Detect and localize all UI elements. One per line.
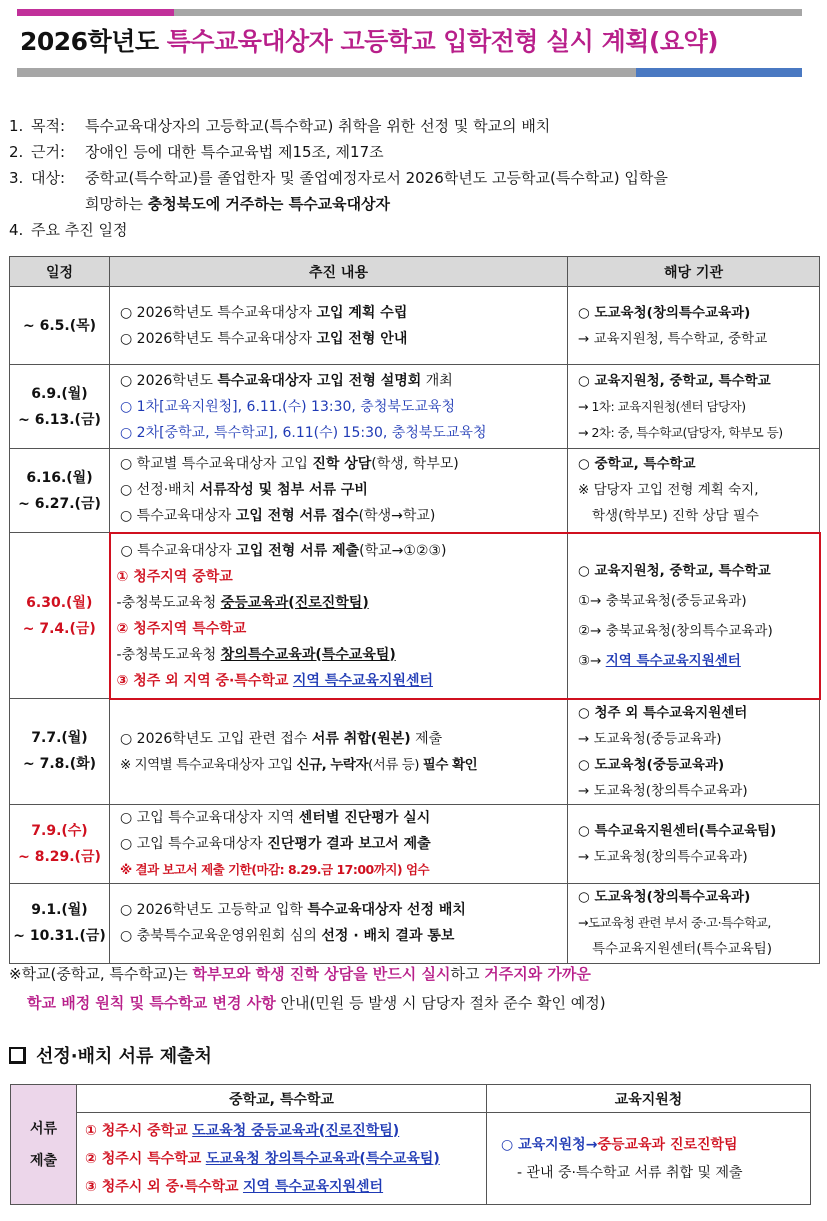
intro-label: 목적:: [31, 117, 66, 135]
intro-num: 1.: [9, 117, 24, 135]
intro-text: 특수교육대상자의 고등학교(특수학교) 취학을 위한 선정 및 학교의 배치: [85, 117, 551, 135]
schedule-row: [10, 699, 820, 805]
submission-schools: [77, 1113, 487, 1205]
intro-num: 4.: [9, 221, 24, 239]
schedule-org: [568, 804, 820, 883]
col-header-date: 일정: [10, 257, 110, 287]
text: ○ 특수교육대상자: [120, 542, 232, 559]
org-text: ○ 도교육청(창의특수교육과): [578, 304, 751, 321]
org-text: → 도교육청(창의특수교육과): [578, 782, 748, 799]
submission-side-label: [11, 1085, 77, 1205]
side-text: 제출: [29, 1152, 58, 1169]
schedule-date: [10, 533, 110, 699]
date-text: 6.30.(월): [26, 594, 93, 611]
intro-section: [9, 113, 819, 243]
text: ○ 2026학년도 고입 관련 접수: [120, 730, 308, 747]
col-header-office: 교육지원청: [487, 1085, 811, 1113]
text: ○ 특수교육대상자: [120, 508, 232, 525]
text-bold: 필수 확인: [422, 756, 478, 773]
text-red: 중등교육과 진로진학팀: [597, 1136, 738, 1153]
text-red: ① 청주지역 중학교: [116, 568, 233, 585]
text: ○ 2026학년도 특수교육대상자: [120, 330, 312, 347]
text-blue: ○ 교육지원청→: [501, 1136, 598, 1153]
org-text: 학생(학부모) 진학 상담 필수: [592, 508, 759, 525]
date-text: ~ 6.27.(금): [18, 495, 101, 512]
note-text: ※학교(중학교, 특수학교)는: [9, 965, 188, 983]
text-blue: ○ 1차[교육지원청], 6.11.(수) 13:30, 충청북도교육청: [120, 398, 455, 415]
org-text: → 도교육청(중등교육과): [578, 730, 722, 747]
text: 제출: [415, 730, 443, 747]
org-text: ○ 교육지원청, 중학교, 특수학교: [578, 372, 771, 389]
text-blue: ○ 2차[중학교, 특수학교], 6.11(수) 15:30, 충청북도교육청: [120, 424, 487, 441]
org-text: ①→ 충북교육청(중등교육과): [578, 592, 747, 609]
text: ○ 선정·배치: [120, 482, 196, 499]
org-text: ○ 청주 외 특수교육지원센터: [578, 704, 748, 721]
col-header-content: 추진 내용: [110, 257, 568, 287]
text: 개최: [425, 372, 453, 389]
text: -충청북도교육청: [116, 594, 217, 611]
org-text: 특수교육지원센터(특수교육팀): [592, 941, 773, 957]
submission-header-row: [11, 1085, 811, 1113]
schedule-content: [110, 804, 568, 883]
org-text: ○ 중학교, 특수학교: [578, 456, 696, 473]
schedule-org: [568, 365, 820, 449]
schedule-org: [568, 883, 820, 963]
note-text-emphasis: 학부모와 학생 진학 상담을 반드시 실시: [192, 965, 451, 983]
text-red: ③ 청주시 외 중·특수학교: [85, 1178, 239, 1195]
org-text: ○ 특수교육지원센터(특수교육팀): [578, 822, 777, 839]
note-text-emphasis: 학교 배정 원칙 및 특수학교 변경 사항: [27, 994, 276, 1012]
schedule-table: [9, 256, 821, 964]
page-title-main: 특수교육대상자 고등학교 입학전형 실시 계획(요약): [166, 27, 719, 56]
date-text: 6.16.(월): [26, 469, 93, 486]
intro-num: 2.: [9, 143, 24, 161]
text-underline: 창의특수교육과(특수교육팀): [220, 646, 396, 663]
text-red: ② 청주지역 특수학교: [116, 620, 247, 637]
text: ※ 지역별 특수교육대상자 고입: [120, 756, 293, 773]
text-bold: 특수교육대상자 고입 전형 설명회: [217, 372, 422, 389]
text-blue-underline: 도교육청 중등교육과(진로진학팀): [192, 1122, 400, 1139]
col-header-schools: 중학교, 특수학교: [77, 1085, 487, 1113]
date-text: ~ 7.8.(화): [22, 756, 97, 773]
intro-label: 대상:: [31, 169, 66, 187]
intro-item-schedule: [9, 217, 819, 243]
schedule-content: [110, 699, 568, 805]
text: -충청북도교육청: [116, 646, 217, 663]
text: ○ 2026학년도 특수교육대상자: [120, 304, 312, 321]
page-title-year: 2026학년도: [20, 27, 159, 56]
schedule-row: [10, 804, 820, 883]
text-bold: 서류 취합(원본): [311, 730, 411, 747]
intro-item-target-cont: [9, 191, 819, 217]
date-text: 7.9.(수): [31, 822, 88, 839]
text-bold: 고입 전형 안내: [316, 330, 408, 347]
text-bold: 선정 · 배치 결과 통보: [321, 928, 455, 944]
schedule-row: [10, 883, 820, 963]
text-red: ③ 청주 외 지역 중·특수학교: [116, 672, 289, 689]
intro-item-purpose: [9, 113, 819, 139]
schedule-org: [568, 699, 820, 805]
schedule-date: [10, 699, 110, 805]
text: ○ 학교별 특수교육대상자 고입: [120, 456, 308, 473]
schedule-row: [10, 365, 820, 449]
org-text: → 도교육청(창의특수교육과): [578, 848, 748, 865]
submission-section-title: [9, 1042, 212, 1068]
schedule-header-row: [10, 257, 820, 287]
org-text: ○ 교육지원청, 중학교, 특수학교: [578, 562, 771, 579]
date-text: 9.1.(월): [31, 902, 88, 918]
text-underline: 중등교육과(진로진학팀): [220, 594, 369, 611]
schedule-org: [568, 533, 820, 699]
text: ○ 고입 특수교육대상자: [120, 835, 263, 852]
text-bold: 고입 전형 서류 접수: [235, 508, 359, 525]
header-bottom-accent: [636, 68, 802, 77]
schedule-org: [568, 287, 820, 365]
org-text-blue: 지역 특수교육지원센터: [605, 652, 741, 669]
submission-table: [10, 1084, 811, 1205]
intro-item-target: [9, 165, 819, 191]
note-text-emphasis: 거주지와 가까운: [484, 965, 591, 983]
intro-text: 희망하는: [85, 195, 143, 213]
schedule-date: [10, 804, 110, 883]
text: ○ 2026학년도: [120, 372, 213, 389]
schedule-content: [110, 533, 568, 699]
schedule-content: [110, 449, 568, 533]
date-text: ~ 6.13.(금): [18, 411, 101, 428]
schedule-org: [568, 449, 820, 533]
text-bold: 고입 전형 서류 제출: [236, 542, 360, 559]
guidance-note: [9, 960, 819, 1018]
text-bold: 진학 상담: [312, 456, 372, 473]
schedule-content: [110, 287, 568, 365]
org-text: ※ 담당자 고입 전형 계획 숙지,: [578, 482, 759, 499]
date-text: 7.7.(월): [31, 730, 88, 747]
schedule-date: [10, 287, 110, 365]
text-bold: 진단평가 결과 보고서 제출: [267, 835, 431, 852]
org-text: → 2차: 중, 특수학교(담당자, 학부모 등): [578, 424, 783, 440]
text-bold: 센터별 진단평가 실시: [298, 809, 431, 826]
org-text: ②→ 충북교육청(창의특수교육과): [578, 622, 773, 639]
text-bold: 고입 계획 수립: [316, 304, 408, 321]
note-text: 안내(민원 등 발생 시 담당자 절차 준수 확인 예정): [280, 994, 606, 1012]
text-red: ② 청주시 특수학교: [85, 1150, 202, 1167]
text: ○ 2026학년도 고등학교 입학: [120, 902, 303, 918]
text: (학교→①②③): [359, 542, 447, 559]
note-text: 하고: [450, 965, 480, 983]
org-text: ○ 도교육청(창의특수교육과): [578, 889, 751, 905]
intro-text-bold: 충청북도에 거주하는 특수교육대상자: [147, 195, 391, 213]
org-text: ③→: [578, 652, 602, 669]
org-text: → 교육지원청, 특수학교, 중학교: [578, 330, 768, 347]
text-bold: 서류작성 및 첨부 서류 구비: [199, 482, 368, 499]
org-text: →도교육청 관련 부서 중·고·특수학교,: [578, 915, 771, 930]
text: (학생→학교): [358, 508, 436, 525]
intro-text: 장애인 등에 대한 특수교육법 제15조, 제17조: [85, 143, 384, 161]
schedule-date: [10, 365, 110, 449]
text: ○ 충북특수교육운영위원회 심의: [120, 928, 317, 944]
schedule-content: [110, 883, 568, 963]
date-text: ~ 6.5.(목): [22, 317, 97, 334]
text: - 관내 중·특수학교 서류 취합 및 제출: [517, 1164, 743, 1181]
intro-num: 3.: [9, 169, 24, 187]
text-red: ① 청주시 중학교: [85, 1122, 188, 1139]
intro-text: 중학교(특수학교)를 졸업한자 및 졸업예정자로서 2026학년도 고등학교(특수학교) 입학을: [85, 169, 668, 187]
text: (학생, 학부모): [371, 456, 459, 473]
section-title-text: 선정·배치 서류 제출처: [36, 1046, 212, 1067]
submission-office: [487, 1113, 811, 1205]
intro-label: 근거:: [31, 143, 66, 161]
schedule-row: [10, 287, 820, 365]
date-text: ~ 10.31.(금): [13, 928, 106, 944]
date-text: ~ 7.4.(금): [22, 620, 96, 637]
text-blue-underline: 지역 특수교육지원센터: [292, 672, 433, 689]
text-red: ※ 결과 보고서 제출 기한(마감: 8.29.금 17:00까지) 엄수: [120, 861, 430, 877]
checkbox-square-icon: [9, 1047, 26, 1064]
date-text: 6.9.(월): [31, 385, 88, 402]
org-text: → 1차: 교육지원청(센터 담당자): [578, 398, 746, 414]
col-header-org: 해당 기관: [568, 257, 820, 287]
side-text: 서류: [29, 1120, 58, 1137]
schedule-date: [10, 883, 110, 963]
schedule-date: [10, 449, 110, 533]
text-blue-underline: 지역 특수교육지원센터: [242, 1178, 384, 1195]
text-bold: 특수교육대상자 선정 배치: [307, 902, 466, 918]
header-top-accent: [17, 9, 174, 16]
schedule-content: [110, 365, 568, 449]
date-text: ~ 8.29.(금): [18, 848, 101, 865]
text: (서류 등): [368, 756, 419, 773]
header-bottom-bar: [17, 68, 802, 77]
schedule-row: [10, 449, 820, 533]
text-blue-underline: 도교육청 창의특수교육과(특수교육팀): [205, 1150, 440, 1167]
text-bold: 신규, 누락자: [296, 756, 369, 773]
text: ○ 고입 특수교육대상자 지역: [120, 809, 295, 826]
intro-item-basis: [9, 139, 819, 165]
schedule-row-highlighted: [10, 533, 820, 699]
intro-label: 주요 추진 일정: [31, 221, 128, 239]
org-text: ○ 도교육청(중등교육과): [578, 756, 725, 773]
page-title: [17, 18, 802, 66]
header-top-bar: [17, 9, 802, 16]
submission-row: [11, 1113, 811, 1205]
